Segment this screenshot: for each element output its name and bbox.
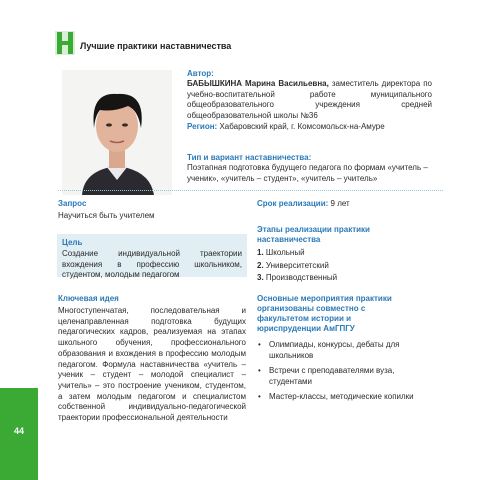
author-info bbox=[187, 79, 432, 121]
list-item bbox=[257, 366, 427, 387]
activity-text: Мастер-классы, методические копилки bbox=[269, 392, 414, 401]
author-label: Автор: bbox=[187, 69, 214, 78]
activity-text: Встречи с преподавателями вуза, студентами bbox=[269, 366, 395, 386]
mentoring-type-text: Поэтапная подготовка будущего педагога по формам «учитель – ученик», «учитель – студент», «учитель – учитель» bbox=[187, 163, 428, 183]
stage-number: 3. bbox=[257, 273, 264, 282]
list-item bbox=[257, 260, 337, 273]
activity-text: Олимпиады, конкурсы, дебаты для школьников bbox=[269, 340, 400, 360]
stage-text: Производственный bbox=[263, 273, 338, 282]
request-label: Запрос bbox=[58, 199, 87, 208]
goal-label: Цель bbox=[62, 238, 83, 247]
list-item bbox=[257, 340, 427, 361]
bullet-icon: • bbox=[258, 340, 261, 349]
list-item bbox=[257, 392, 427, 403]
bullet-icon: • bbox=[258, 366, 261, 375]
term-line bbox=[257, 199, 350, 208]
author-name: БАБЫШКИНА Марина Васильевна, bbox=[187, 79, 329, 88]
divider bbox=[58, 190, 443, 191]
key-idea-label: Ключевая идея bbox=[58, 294, 119, 303]
section-logo-icon bbox=[55, 31, 75, 55]
stage-text: Школьный bbox=[263, 248, 305, 257]
list-item bbox=[257, 247, 337, 260]
request-text: Научиться быть учителем bbox=[58, 211, 155, 220]
page-number: 44 bbox=[13, 426, 24, 436]
list-item bbox=[257, 272, 337, 285]
author-description: заместитель директора по учебно-воспитательной работе муниципального общеобразовательного учреждения средней общеобразовательной школы №36 bbox=[187, 79, 432, 120]
stages-label: Этапы реализации практики наставничества bbox=[257, 225, 370, 244]
bullet-icon: • bbox=[258, 392, 261, 401]
term-value: 9 лет bbox=[328, 199, 350, 208]
activities-label: Основные мероприятия практики организованы совместно с факультетом истории и юриспруденции АмГПГУ bbox=[257, 294, 392, 333]
mentoring-type-label: Тип и вариант наставничества: bbox=[187, 153, 312, 162]
term-label: Срок реализации: bbox=[257, 199, 329, 208]
goal-text: Создание индивидуальной траектории вхождения в профессию школьником, студентом, молодым педагогом bbox=[62, 249, 242, 279]
stage-text: Университетский bbox=[263, 260, 329, 270]
region-label: Регион: bbox=[187, 122, 218, 131]
key-idea-text: Многоступенчатая, последовательная и целенаправленная подготовка будущих педагогических кадров, реализуемая на этапах школьного обучения, профессионального образования и вхождения в профессию молодым педагогом. Формула наставничества «учитель – ученик – студент – молодой специалист – учитель» – это построение учеником, студентом, а затем молодым педагогом и специалистом собственной индивидуально-педагогической траектории профессиональной деятельности bbox=[58, 306, 246, 423]
region-value: Хабаровский край, г. Комсомольск-на-Амуре bbox=[217, 122, 385, 131]
stage-number: 2. bbox=[257, 260, 264, 270]
header-title: Лучшие практики наставничества bbox=[80, 41, 232, 51]
stage-number: 1. bbox=[257, 248, 264, 257]
stages-list bbox=[257, 247, 337, 285]
author-photo bbox=[62, 70, 172, 195]
activities-list bbox=[257, 340, 427, 408]
region-line bbox=[187, 122, 447, 132]
